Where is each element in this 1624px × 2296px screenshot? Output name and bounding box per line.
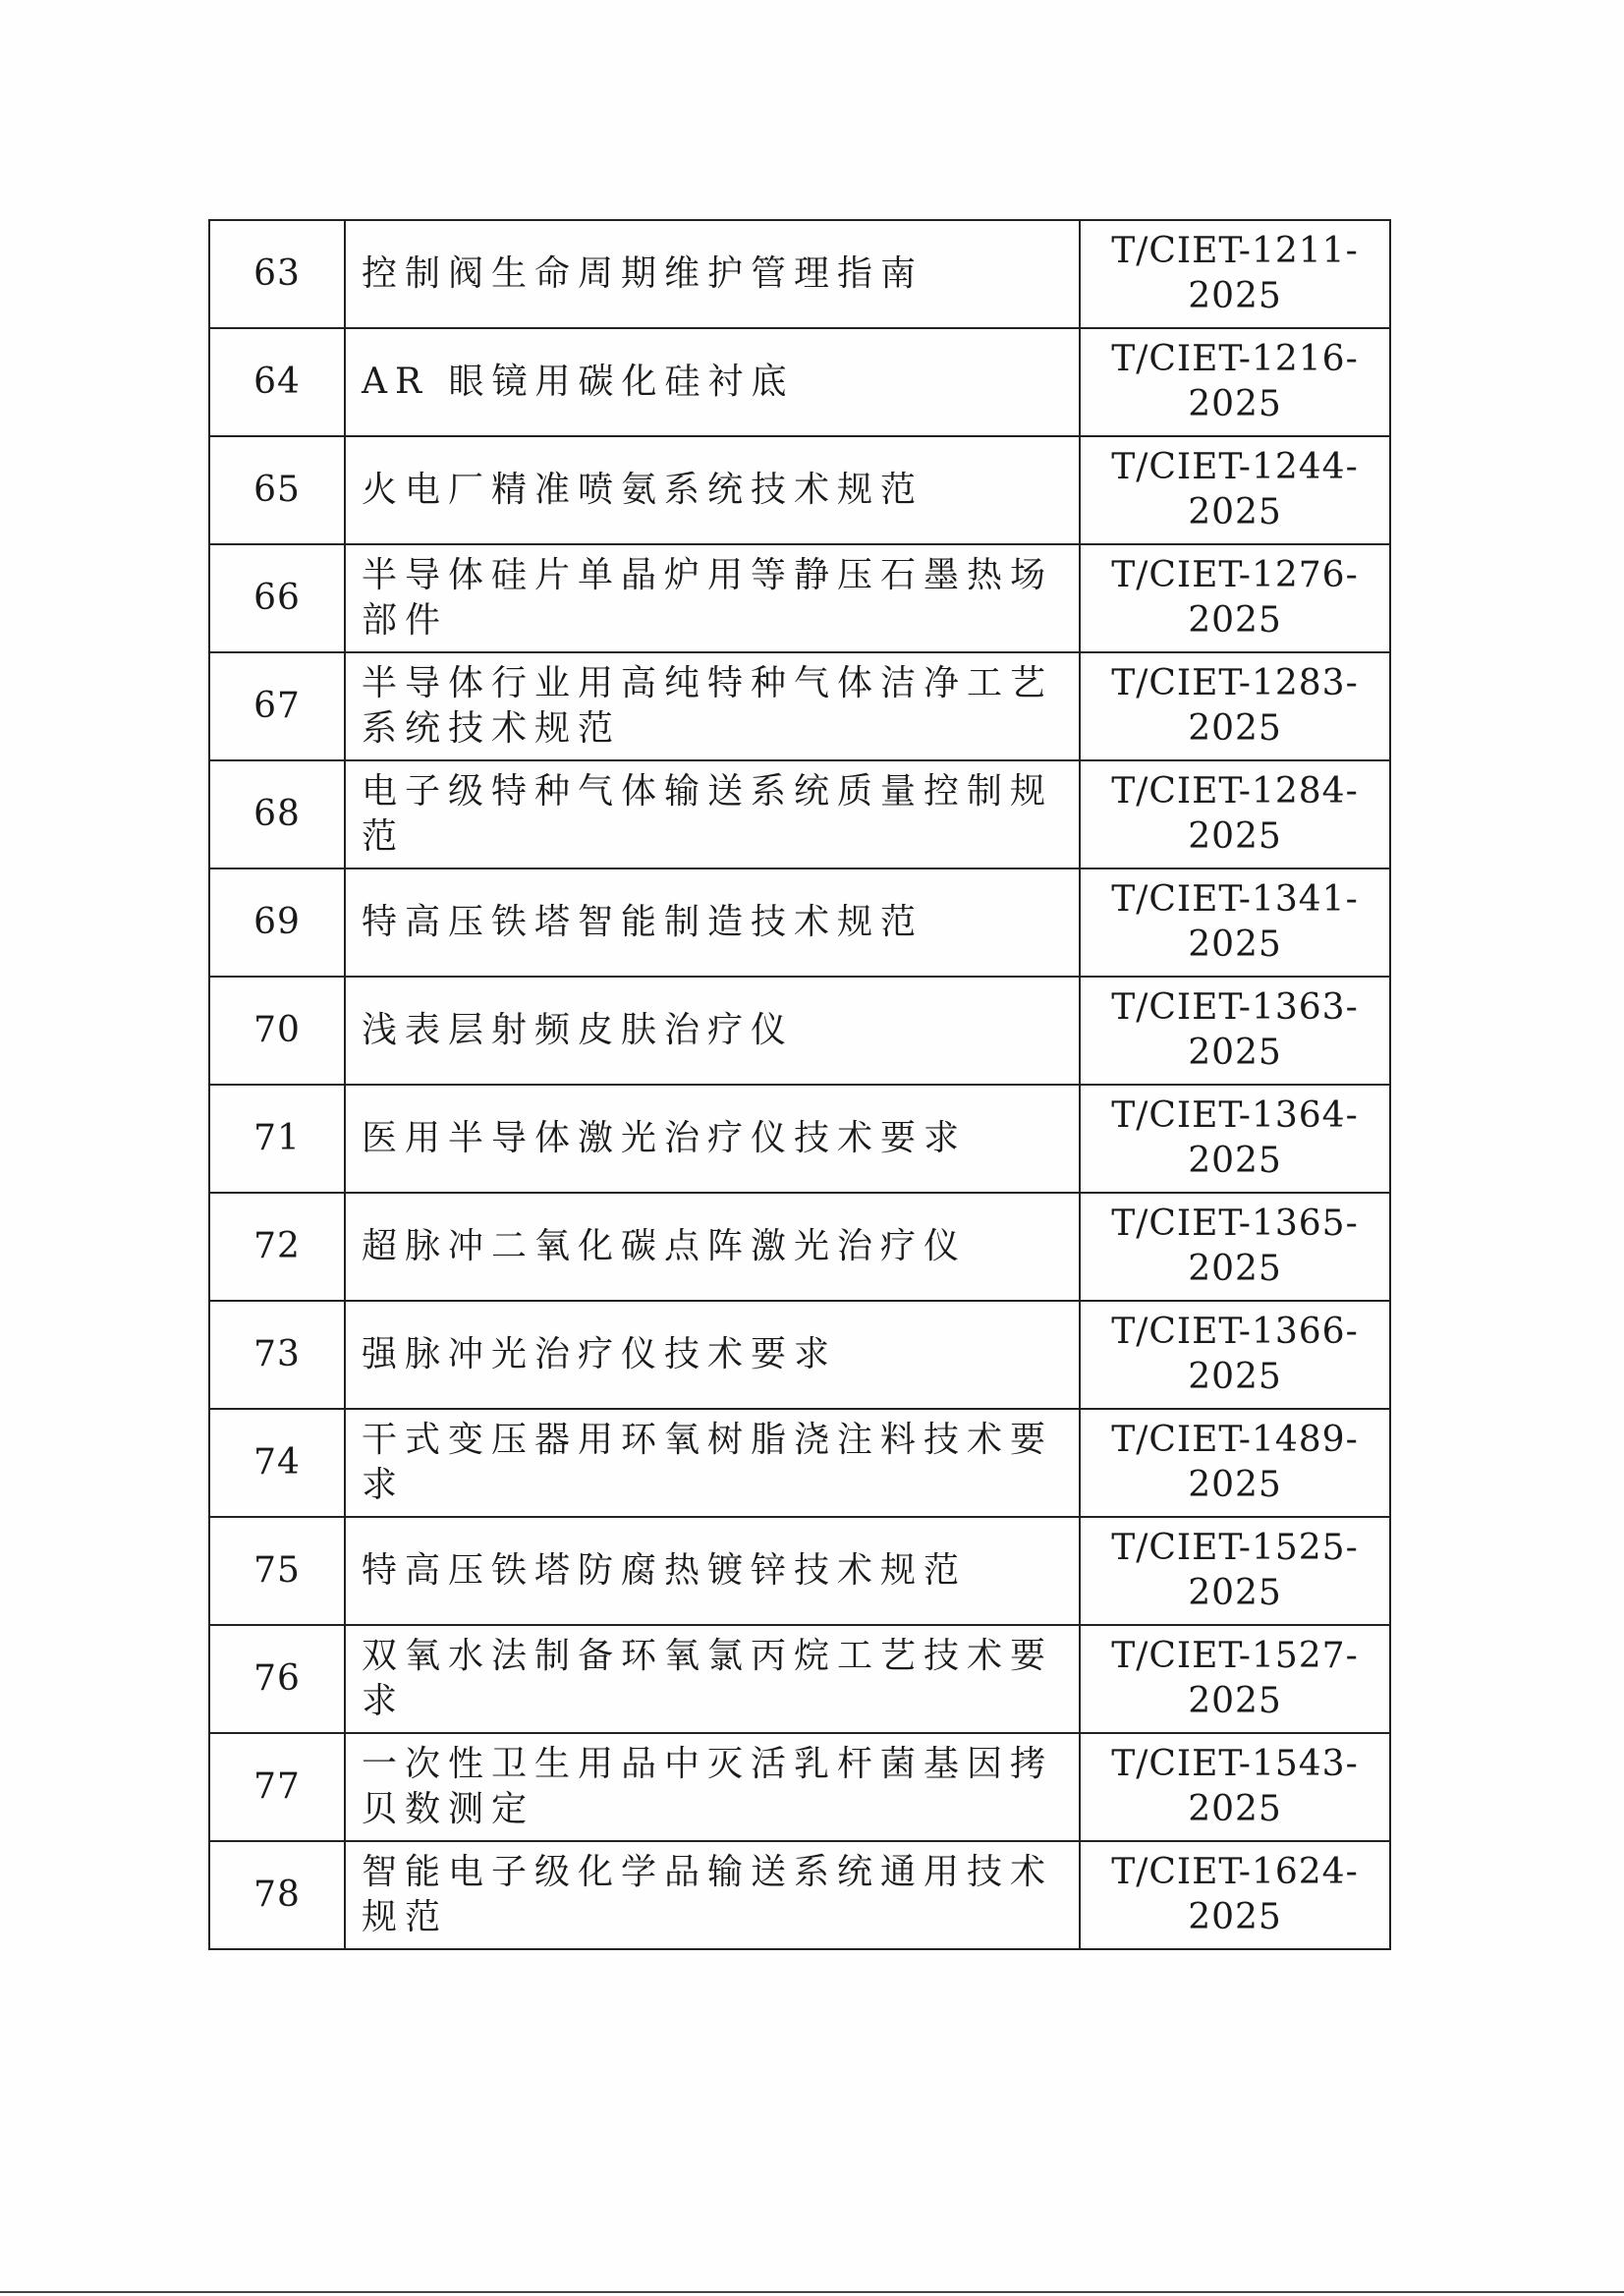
row-number: 76 (209, 1625, 345, 1733)
standard-code: T/CIET-1489-2025 (1080, 1409, 1390, 1517)
page-bottom-edge (0, 2291, 1624, 2293)
row-number: 65 (209, 436, 345, 544)
table-row (209, 1625, 1390, 1733)
table-row (209, 760, 1390, 868)
row-number: 72 (209, 1193, 345, 1301)
table-row (209, 1409, 1390, 1517)
standard-name: 强脉冲光治疗仪技术要求 (345, 1301, 1080, 1409)
table-row (209, 652, 1390, 760)
standard-name: 医用半导体激光治疗仪技术要求 (345, 1085, 1080, 1193)
standard-code: T/CIET-1284-2025 (1080, 760, 1390, 868)
row-number: 71 (209, 1085, 345, 1193)
standard-name: 干式变压器用环氧树脂浇注料技术要求 (345, 1409, 1080, 1517)
standard-code: T/CIET-1244-2025 (1080, 436, 1390, 544)
standard-name: 浅表层射频皮肤治疗仪 (345, 977, 1080, 1085)
standard-name: 双氧水法制备环氧氯丙烷工艺技术要求 (345, 1625, 1080, 1733)
standard-code: T/CIET-1543-2025 (1080, 1733, 1390, 1841)
standard-name: 电子级特种气体输送系统质量控制规范 (345, 760, 1080, 868)
standard-code: T/CIET-1624-2025 (1080, 1841, 1390, 1949)
standards-table-body (209, 220, 1390, 1949)
standard-code: T/CIET-1365-2025 (1080, 1193, 1390, 1301)
table-row (209, 1733, 1390, 1841)
table-row (209, 1841, 1390, 1949)
standard-name: 半导体硅片单晶炉用等静压石墨热场部件 (345, 544, 1080, 652)
standard-name: 超脉冲二氧化碳点阵激光治疗仪 (345, 1193, 1080, 1301)
row-number: 68 (209, 760, 345, 868)
standard-code: T/CIET-1211-2025 (1080, 220, 1390, 328)
standard-code: T/CIET-1364-2025 (1080, 1085, 1390, 1193)
row-number: 63 (209, 220, 345, 328)
row-number: 64 (209, 328, 345, 436)
row-number: 77 (209, 1733, 345, 1841)
standard-name: 控制阀生命周期维护管理指南 (345, 220, 1080, 328)
row-number: 75 (209, 1517, 345, 1625)
standard-name: 特高压铁塔智能制造技术规范 (345, 868, 1080, 977)
standard-code: T/CIET-1363-2025 (1080, 977, 1390, 1085)
standard-code: T/CIET-1283-2025 (1080, 652, 1390, 760)
standard-code: T/CIET-1527-2025 (1080, 1625, 1390, 1733)
table-row (209, 1085, 1390, 1193)
standard-code: T/CIET-1525-2025 (1080, 1517, 1390, 1625)
table-row (209, 328, 1390, 436)
standard-name: 一次性卫生用品中灭活乳杆菌基因拷贝数测定 (345, 1733, 1080, 1841)
standards-table (208, 219, 1391, 1950)
table-row (209, 544, 1390, 652)
standard-name: 火电厂精准喷氨系统技术规范 (345, 436, 1080, 544)
standard-name: 特高压铁塔防腐热镀锌技术规范 (345, 1517, 1080, 1625)
standard-name: AR 眼镜用碳化硅衬底 (345, 328, 1080, 436)
row-number: 69 (209, 868, 345, 977)
row-number: 74 (209, 1409, 345, 1517)
standard-code: T/CIET-1276-2025 (1080, 544, 1390, 652)
table-row (209, 868, 1390, 977)
row-number: 78 (209, 1841, 345, 1949)
table-row (209, 977, 1390, 1085)
table-row (209, 1301, 1390, 1409)
standard-code: T/CIET-1341-2025 (1080, 868, 1390, 977)
standard-code: T/CIET-1216-2025 (1080, 328, 1390, 436)
standard-name: 半导体行业用高纯特种气体洁净工艺系统技术规范 (345, 652, 1080, 760)
table-row (209, 220, 1390, 328)
row-number: 67 (209, 652, 345, 760)
row-number: 73 (209, 1301, 345, 1409)
table-row (209, 1517, 1390, 1625)
standard-name: 智能电子级化学品输送系统通用技术规范 (345, 1841, 1080, 1949)
table-row (209, 436, 1390, 544)
standard-code: T/CIET-1366-2025 (1080, 1301, 1390, 1409)
table-row (209, 1193, 1390, 1301)
row-number: 66 (209, 544, 345, 652)
row-number: 70 (209, 977, 345, 1085)
